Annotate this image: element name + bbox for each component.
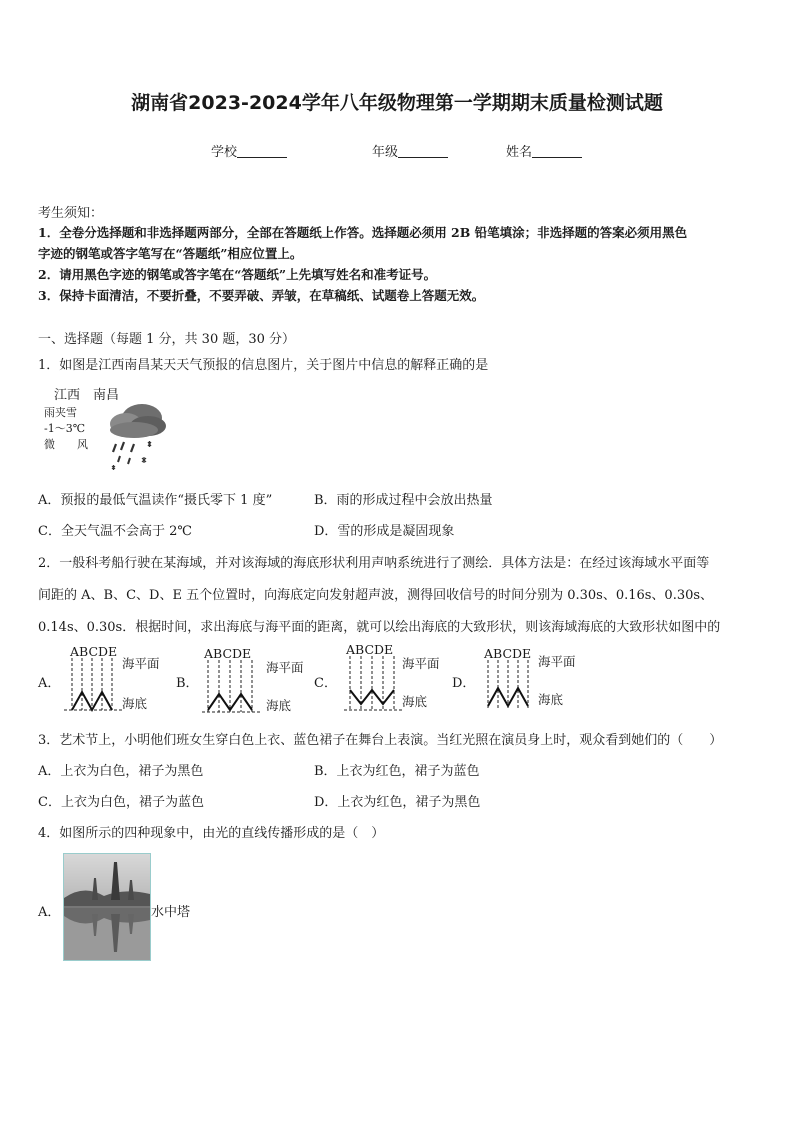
q2-option-c-letter: C． [314,676,337,691]
weather-line3: 微 风 [44,438,88,451]
q2-line-3: 0.14s、0.30s．根据时间，求出海底与海平面的距离，就可以绘出海底的大致形状，则该海域海底的大致形状如图中的 [38,620,721,635]
page-title: 湖南省2023-2024学年八年级物理第一学期期末质量检测试题 [131,92,663,114]
q2-option-b-letter: B． [176,676,199,691]
grade-label: 年级 [372,145,399,160]
q2-a-seafloor-diagram [62,658,124,714]
q2-d-seafloor-diagram [480,660,540,714]
school-field [211,141,287,160]
weather-forecast-figure [44,384,174,474]
q4-stem: 4．如图所示的四种现象中，由光的直线传播形成的是（ ） [38,826,385,841]
q1-option-c: C．全天气温不会高于 2℃ [38,524,192,539]
q2-b-sea-floor: 海底 [266,698,292,713]
q2-a-points: ABCDE [70,644,118,659]
q1-option-d: D．雪的形成是凝固现象 [314,524,455,539]
notice-heading: 考生须知： [38,206,104,221]
pagoda-reflection-photo [63,853,151,961]
notice-item-1-cont: 字迹的钢笔或答字笔写在“答题纸”相应位置上。 [38,246,303,261]
pagoda-reflection-image [64,854,150,960]
q2-line-1: 2．一般科考船行驶在某海域，并对该海域的海底形状利用声呐系统进行了测绘．具体方法是：在经过该海域水平面等 [38,556,710,571]
q2-d-points: ABCDE [484,646,532,661]
q2-b-seafloor-diagram [200,660,264,716]
notice-item-1: 1．全卷分选择题和非选择题两部分，全部在答题纸上作答。选择题必须用 2B 铅笔填涂；非选择题的答案必须用黑色 [38,225,688,240]
q2-b-points: ABCDE [204,646,252,661]
grade-field [372,141,448,160]
q3-option-d: D．上衣为红色，裙子为黑色 [314,795,481,810]
q2-a-sea-floor: 海底 [122,696,148,711]
name-field [506,141,582,160]
section-heading: 一、选择题（每题 1 分，共 30 题，30 分） [38,332,296,347]
q2-c-sea-floor: 海底 [402,694,428,709]
weather-line1: 雨夹雪 [44,406,77,419]
q3-option-c: C．上衣为白色，裙子为蓝色 [38,795,204,810]
sleet-cloud-icon [104,400,168,474]
q3-option-b: B．上衣为红色，裙子为蓝色 [314,764,480,779]
q2-d-sea-floor: 海底 [538,692,564,707]
q2-c-points: ABCDE [346,642,394,657]
q2-option-a-letter: A． [38,676,61,691]
q3-option-a: A．上衣为白色，裙子为黑色 [38,764,204,779]
q2-c-seafloor-diagram [342,656,404,714]
q2-b-sea-level: 海平面 [266,660,304,675]
q2-a-sea-level: 海平面 [122,656,160,671]
q2-option-d-letter: D． [452,676,476,691]
q1-stem: 1．如图是江西南昌某天天气预报的信息图片，关于图片中信息的解释正确的是 [38,358,489,373]
q3-stem: 3．艺术节上，小明他们班女生穿白色上衣、蓝色裙子在舞台上表演。当红光照在演员身上时，观众看到她们的（ ） [38,733,723,748]
q2-c-sea-level: 海平面 [402,656,440,671]
q4-option-a-caption: 水中塔 [151,905,191,920]
weather-line2: -1～3℃ [44,422,86,435]
q1-option-a: A．预报的最低气温读作“摄氏零下 1 度” [38,493,273,508]
name-label: 姓名 [506,145,533,160]
notice-item-2: 2．请用黑色字迹的钢笔或答字笔在“答题纸”上先填写姓名和准考证号。 [38,267,437,282]
name-blank [532,145,582,158]
weather-place: 江西 南昌 [54,388,120,403]
q1-option-b: B．雨的形成过程中会放出热量 [314,493,493,508]
notice-item-3: 3．保持卡面清洁，不要折叠，不要弄破、弄皱，在草稿纸、试题卷上答题无效。 [38,288,485,303]
grade-blank [398,145,448,158]
q2-d-sea-level: 海平面 [538,654,576,669]
school-blank [237,145,287,158]
q2-line-2: 间距的 A、B、C、D、E 五个位置时，向海底定向发射超声波，测得回收信号的时间分别为 0.30s、0.16s、0.30s、 [38,588,714,603]
q4-option-a-letter: A． [38,905,61,920]
school-label: 学校 [211,145,238,160]
